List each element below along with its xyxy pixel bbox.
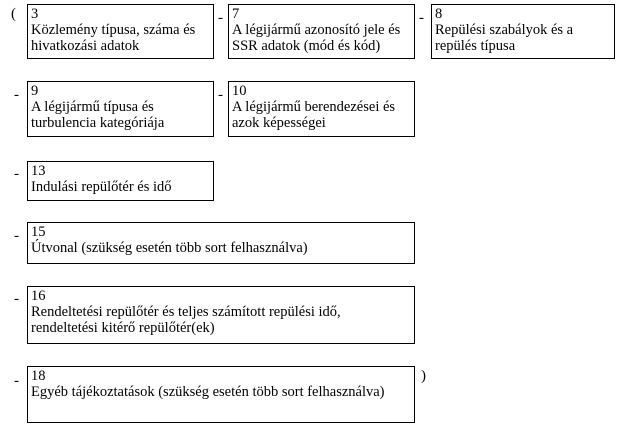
field-label: Indulási repülőtér és idő <box>31 179 172 195</box>
field-number: 15 <box>31 224 46 240</box>
field-label: Útvonal (szükség esetén több sort felhasználva) <box>31 240 308 256</box>
field-9-box <box>27 81 214 137</box>
field-number: 13 <box>31 163 46 179</box>
separator-dash: - <box>14 87 19 103</box>
field-number: 8 <box>435 6 443 22</box>
field-label: Rendeltetési repülőtér és teljes számított repülési idő, rendeltetési kitérő repülőtér(ek) <box>31 304 341 336</box>
separator-dash: - <box>14 373 19 389</box>
field-8-box <box>431 4 615 59</box>
separator-dash: - <box>218 10 223 26</box>
field-18-box <box>27 366 415 423</box>
field-16-box <box>27 286 415 344</box>
field-15-box <box>27 222 415 264</box>
field-number: 3 <box>31 6 39 22</box>
field-number: 9 <box>31 83 39 99</box>
field-number: 7 <box>232 6 240 22</box>
field-label: Közlemény típusa, száma és hivatkozási adatok <box>31 22 196 54</box>
close-parenthesis: ) <box>421 368 426 384</box>
field-number: 18 <box>31 368 46 384</box>
field-label: Repülési szabályok és a repülés típusa <box>435 22 574 54</box>
open-parenthesis: ( <box>11 6 16 22</box>
field-label: A légijármű azonosító jele és SSR adatok (mód és kód) <box>232 22 401 54</box>
field-number: 10 <box>232 83 247 99</box>
field-label: A légijármű típusa és turbulencia kategóriája <box>31 99 165 131</box>
field-13-box <box>27 161 214 201</box>
field-3-box <box>27 4 214 59</box>
field-number: 16 <box>31 288 46 304</box>
separator-dash: - <box>419 10 424 26</box>
field-label: A légijármű berendezései és azok képességei <box>232 99 396 131</box>
separator-dash: - <box>14 166 19 182</box>
separator-dash: - <box>14 228 19 244</box>
field-10-box <box>228 81 415 137</box>
field-7-box <box>228 4 415 59</box>
field-label: Egyéb tájékoztatások (szükség esetén több sort felhasználva) <box>31 384 385 400</box>
separator-dash: - <box>218 87 223 103</box>
separator-dash: - <box>14 291 19 307</box>
